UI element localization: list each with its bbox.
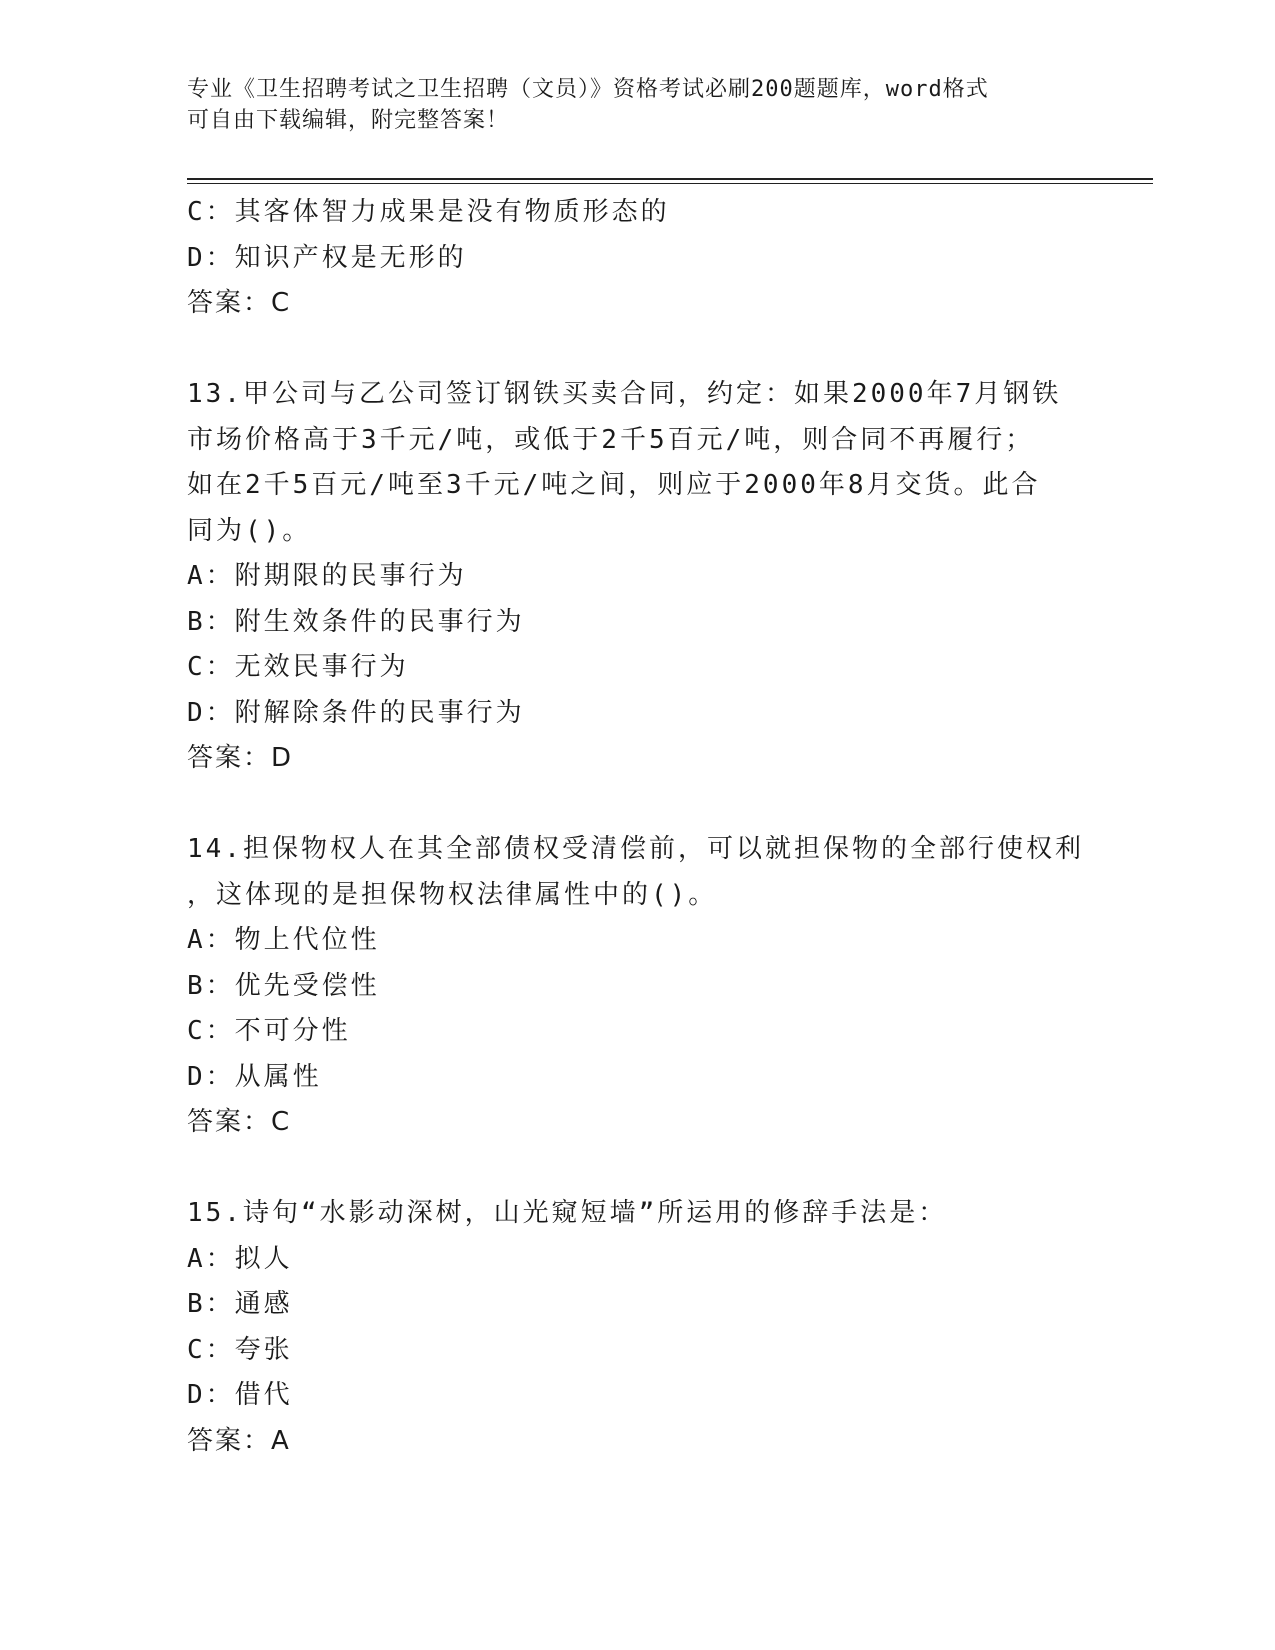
question-13 (187, 372, 1087, 782)
spacer (187, 327, 1087, 373)
option-d: D：从属性 (187, 1061, 322, 1092)
header-line-2: 可自由下载编辑，附完整答案！ (187, 108, 510, 133)
option-a: A：物上代位性 (187, 925, 380, 955)
spacer (187, 782, 1087, 828)
question-stem-line: 13.甲公司与乙公司签订钢铁买卖合同，约定：如果2000年7月钢铁 (187, 379, 1062, 409)
answer: 答案：D (187, 743, 294, 773)
option-b: B：附生效条件的民事行为 (187, 606, 525, 637)
option-c: C：夸张 (187, 1334, 293, 1365)
question-stem-line: 同为()。 (187, 515, 312, 546)
option-d: D：知识产权是无形的 (187, 242, 467, 273)
question-stem-line: 15.诗句“水影动深树，山光窥短墙”所运用的修辞手法是： (187, 1198, 948, 1228)
spacer (187, 1146, 1087, 1192)
header-rule-thin (187, 183, 1153, 184)
question-stem-line: 如在2千5百元/吨至3千元/吨之间，则应于2000年8月交货。此合 (187, 470, 1041, 500)
question-list (187, 190, 1087, 1464)
question-15 (187, 1191, 1087, 1464)
question-stem-line: ，这体现的是担保物权法律属性中的()。 (187, 879, 718, 910)
option-d: D：借代 (187, 1380, 293, 1410)
header-line-1: 专业《卫生招聘考试之卫生招聘（文员）》资格考试必刷200题题库，word格式 (187, 77, 989, 102)
question-stem-line: 14.担保物权人在其全部债权受清偿前，可以就担保物的全部行使权利 (187, 834, 1084, 864)
answer: 答案：A (187, 1425, 291, 1456)
option-a: A：拟人 (187, 1243, 293, 1274)
option-d: D：附解除条件的民事行为 (187, 697, 525, 728)
question-stem-line: 市场价格高于3千元/吨，或低于2千5百元/吨，则合同不再履行； (187, 424, 1035, 455)
option-c: C：不可分性 (187, 1016, 351, 1046)
header-rule-thick (187, 178, 1153, 180)
option-c: C：其客体智力成果是没有物质形态的 (187, 197, 670, 227)
option-b: B：优先受偿性 (187, 970, 380, 1001)
question-14 (187, 827, 1087, 1146)
option-a: A：附期限的民事行为 (187, 561, 467, 591)
option-b: B：通感 (187, 1289, 293, 1319)
answer: 答案：C (187, 1107, 292, 1137)
document-header (187, 74, 1087, 136)
answer: 答案：C (187, 288, 292, 318)
option-c: C：无效民事行为 (187, 652, 409, 682)
question-continued (187, 190, 1087, 327)
